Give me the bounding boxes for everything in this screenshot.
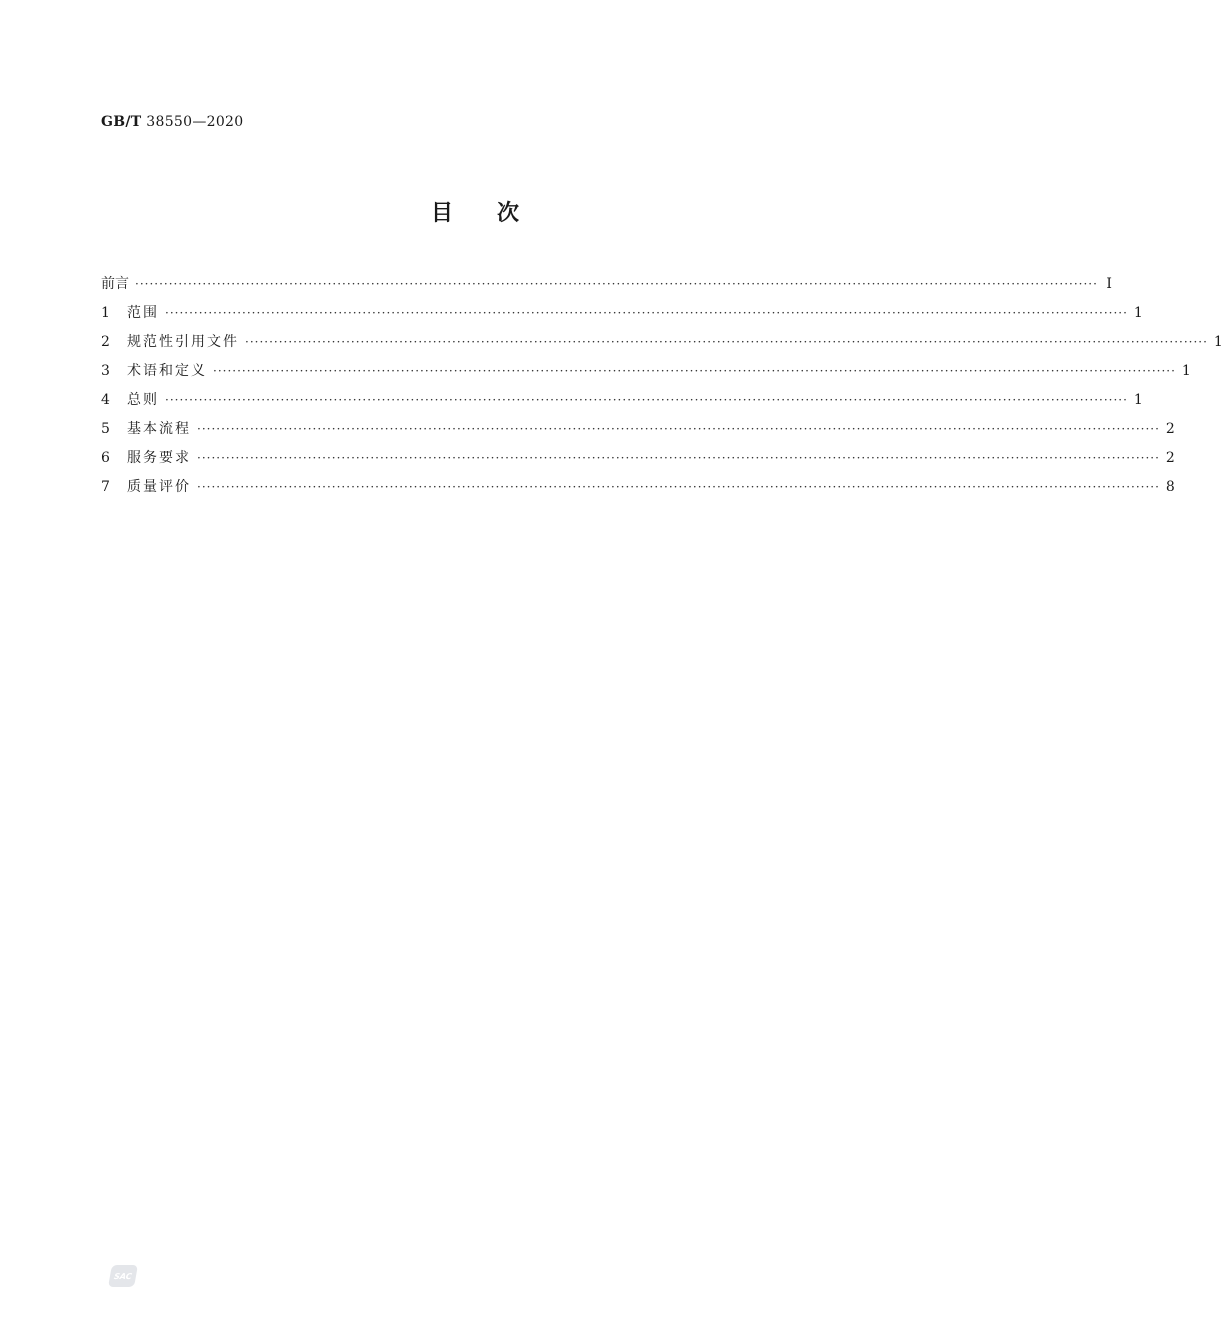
toc-entry-page: Ⅰ <box>1106 276 1112 292</box>
toc-entry-page: 1 <box>1181 363 1191 379</box>
toc-entry-number: 5 <box>101 421 110 437</box>
toc-entry-service-requirements[interactable] <box>101 447 1175 476</box>
standard-number: 38550—2020 <box>146 114 244 130</box>
toc-entry-page: 1 <box>1133 392 1143 408</box>
sac-logo-text: SAC <box>113 1271 133 1281</box>
toc-entry-label: 质量评价 <box>127 479 191 495</box>
toc-entry-quality-evaluation[interactable] <box>101 476 1175 505</box>
toc-entry-number: 7 <box>101 479 110 495</box>
dot-leader: ········································································································································································································ <box>197 451 1160 465</box>
toc-entry-number: 3 <box>101 363 110 379</box>
toc-entry-page: 8 <box>1165 479 1175 495</box>
toc-entry-label: 服务要求 <box>127 450 191 466</box>
dot-leader: ········································································································································································································ <box>197 480 1160 494</box>
table-of-contents <box>101 273 1223 505</box>
dot-leader: ········································································································································································································ <box>213 364 1176 378</box>
toc-title-char-2: 次 <box>497 201 520 226</box>
toc-entry-general[interactable] <box>101 389 1143 418</box>
standard-prefix: GB/T <box>101 114 142 130</box>
toc-entry-number: 4 <box>101 392 110 408</box>
toc-entry-label: 总则 <box>127 392 159 408</box>
toc-entry-number: 2 <box>101 334 110 350</box>
toc-entry-foreword[interactable] <box>101 273 1112 302</box>
toc-entry-basic-process[interactable] <box>101 418 1175 447</box>
toc-entry-page: 2 <box>1165 421 1175 437</box>
toc-entry-label: 前言 <box>101 276 129 292</box>
toc-entry-number: 6 <box>101 450 110 466</box>
toc-entry-normative-references[interactable] <box>101 331 1223 360</box>
toc-entry-page: 2 <box>1165 450 1175 466</box>
dot-leader: ········································································································································································································ <box>197 422 1160 436</box>
toc-entry-label: 术语和定义 <box>127 363 207 379</box>
toc-entry-label: 规范性引用文件 <box>127 334 239 350</box>
toc-entry-label: 基本流程 <box>127 421 191 437</box>
standard-code <box>101 114 243 130</box>
toc-title <box>0 196 950 227</box>
toc-entry-page: 1 <box>1213 334 1223 350</box>
toc-entry-number: 1 <box>101 305 110 321</box>
dot-leader: ········································································································································································································ <box>165 393 1128 407</box>
toc-entry-page: 1 <box>1133 305 1143 321</box>
dot-leader: ········································································································································································································ <box>165 306 1128 320</box>
sac-logo <box>108 1265 138 1287</box>
toc-entry-terms[interactable] <box>101 360 1191 389</box>
dot-leader: ········································································································································································································ <box>245 335 1208 349</box>
toc-entry-label: 范围 <box>127 305 159 321</box>
dot-leader: ········································································································································································································ <box>135 277 1098 291</box>
toc-title-char-1: 目 <box>430 201 453 226</box>
toc-entry-scope[interactable] <box>101 302 1143 331</box>
